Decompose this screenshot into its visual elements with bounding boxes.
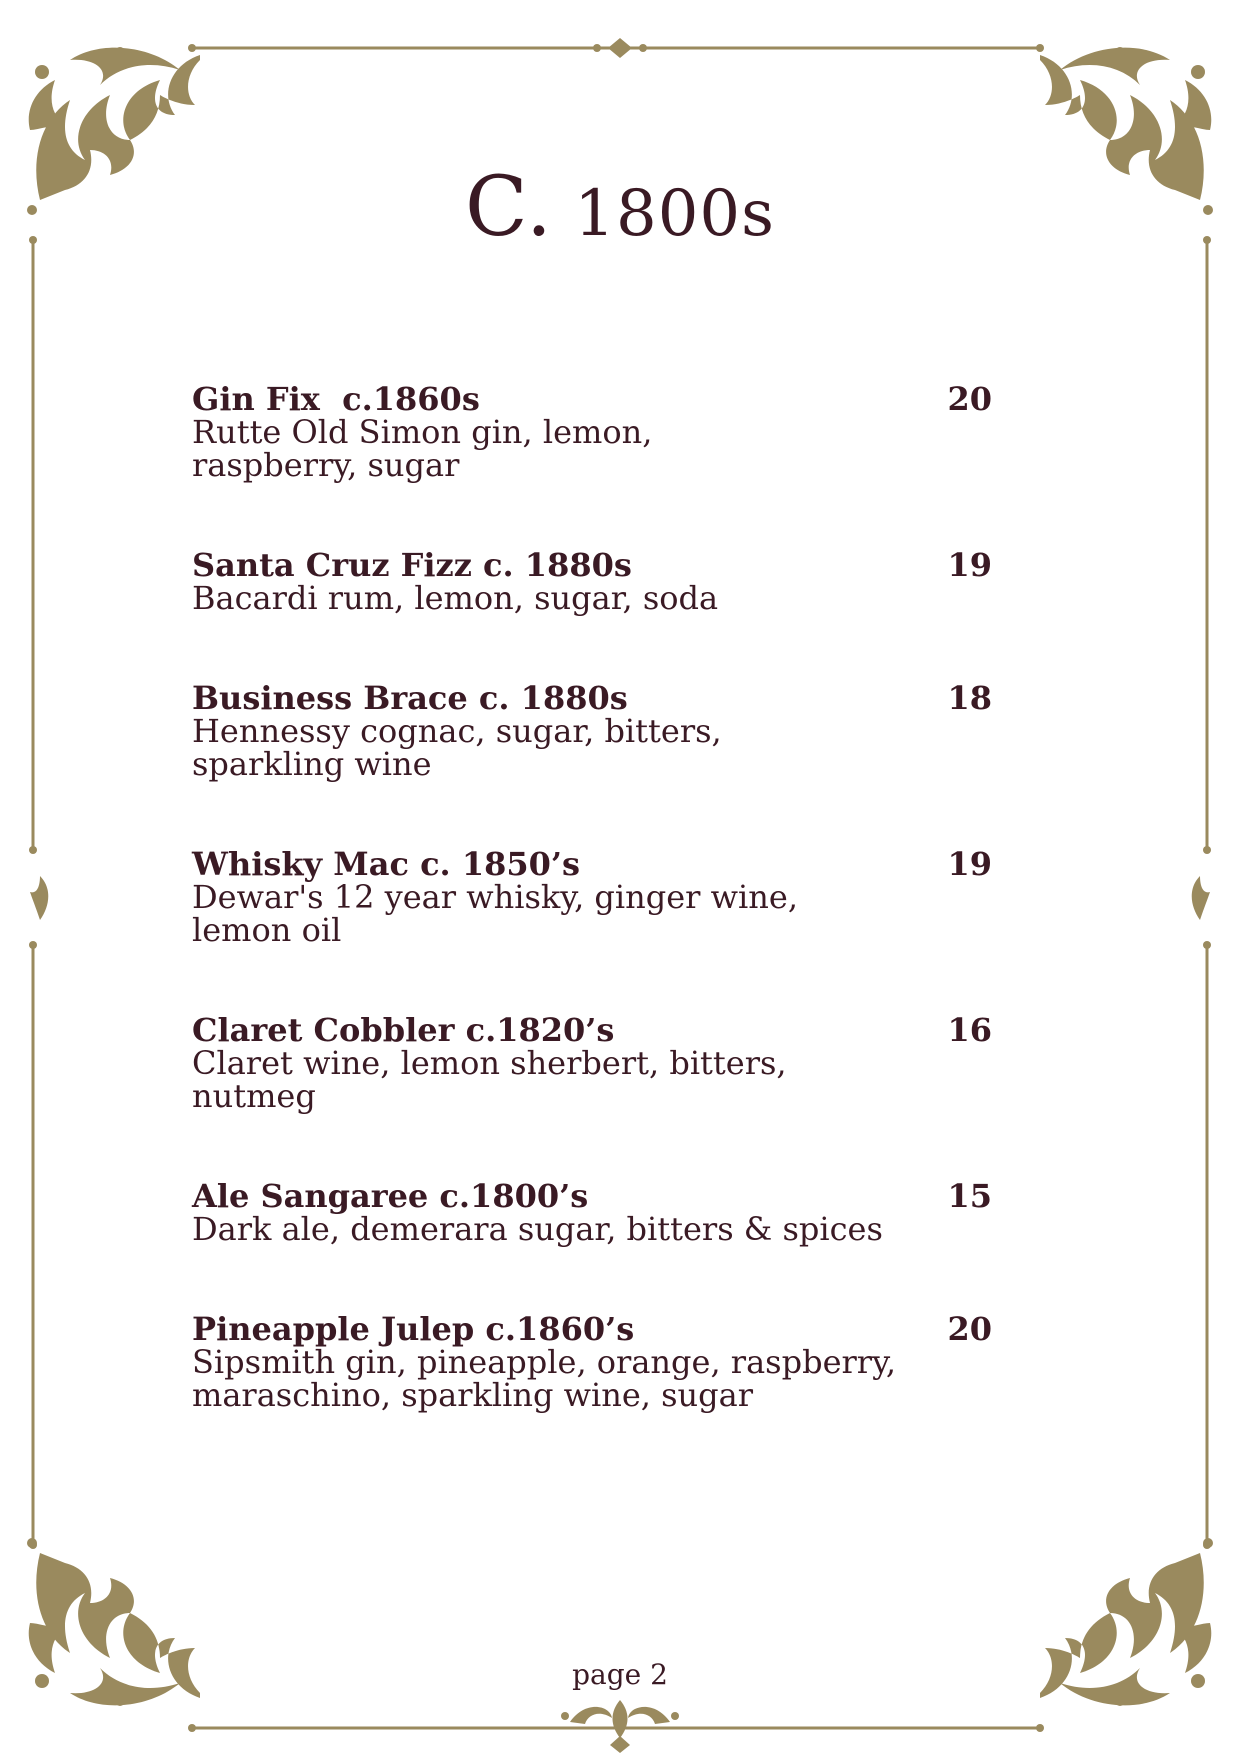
menu-item: [192, 847, 992, 947]
description-line: Sipsmith gin, pineapple, orange, raspberry,: [192, 1343, 897, 1381]
menu-item: [192, 1013, 992, 1113]
item-name: Santa Cruz Fizz c. 1880s: [192, 546, 632, 584]
title-prefix: C.: [465, 160, 553, 255]
page-title: [0, 160, 1240, 255]
diamond-icon: [608, 38, 632, 58]
item-description: [192, 1343, 932, 1414]
description-line: nutmeg: [192, 1077, 316, 1115]
item-price: 15: [947, 1177, 992, 1215]
description-line: sparkling wine: [192, 745, 432, 783]
description-line: Dark ale, demerara sugar, bitters & spices: [192, 1210, 883, 1248]
item-price: 20: [947, 1310, 992, 1348]
item-name: Claret Cobbler c.1820’s: [192, 1011, 615, 1049]
cocktail-menu: [192, 382, 992, 1478]
item-name: Gin Fix c.1860s: [192, 380, 480, 418]
description-line: Dewar's 12 year whisky, ginger wine,: [192, 878, 798, 916]
menu-item: [192, 1312, 992, 1412]
item-price: 19: [947, 546, 992, 584]
item-price: 18: [947, 679, 992, 717]
item-name: Business Brace c. 1880s: [192, 679, 628, 717]
description-line: Rutte Old Simon gin, lemon,: [192, 413, 653, 451]
item-description: [192, 1210, 932, 1248]
item-description: [192, 579, 932, 617]
menu-item: [192, 548, 992, 615]
item-price: 20: [947, 380, 992, 418]
description-line: raspberry, sugar: [192, 446, 460, 484]
item-description: [192, 878, 932, 949]
menu-item: [192, 681, 992, 781]
page-number: page 2: [572, 1658, 668, 1691]
menu-item: [192, 382, 992, 482]
description-line: maraschino, sparkling wine, sugar: [192, 1376, 754, 1414]
item-name: Pineapple Julep c.1860’s: [192, 1310, 635, 1348]
item-description: [192, 712, 932, 783]
description-line: Hennessy cognac, sugar, bitters,: [192, 712, 722, 750]
item-description: [192, 413, 932, 484]
description-line: Bacardi rum, lemon, sugar, soda: [192, 579, 719, 617]
description-line: Claret wine, lemon sherbert, bitters,: [192, 1044, 787, 1082]
description-line: lemon oil: [192, 911, 342, 949]
item-price: 19: [947, 845, 992, 883]
item-name: Ale Sangaree c.1800’s: [192, 1177, 589, 1215]
menu-item: [192, 1179, 992, 1246]
title-suffix: 1800s: [574, 177, 775, 251]
item-price: 16: [947, 1011, 992, 1049]
item-name: Whisky Mac c. 1850’s: [192, 845, 581, 883]
item-description: [192, 1044, 932, 1115]
